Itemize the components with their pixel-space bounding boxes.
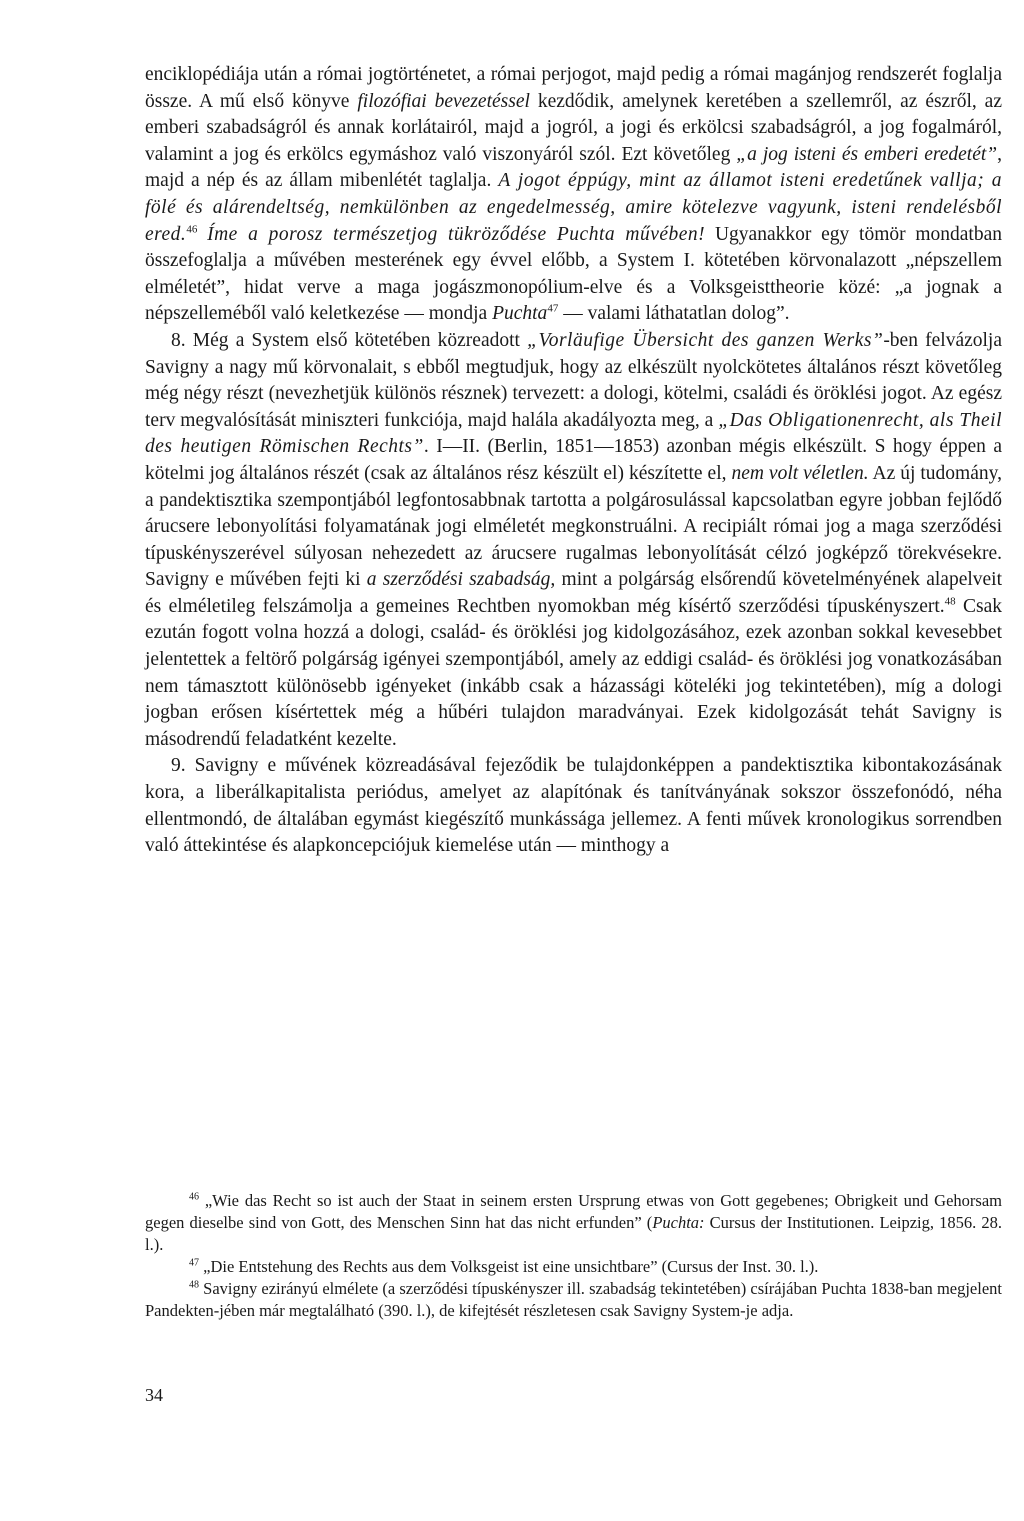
footnote-46 [145, 1190, 1002, 1256]
footnotes [145, 1190, 1002, 1322]
text-run: Ugyanakkor egy tömör mondatban összefoglalja a művében mesterének egy évvel előbb, a System I. kötetében körvonalazott „népszellem elméletét”, hidat verve a maga jogászmonopólium-elve és a Volksgeisttheorie közé: „a jognak a népszelleméből való keletkezése — mondja [145, 223, 1003, 325]
footnote-text: Cursus der Institutionen. Leipzig, 1856. 28. l.). [145, 1213, 1002, 1254]
footnote-number: 48 [189, 1279, 199, 1291]
italic-emphasis-run: „Vorläufige Übersicht des ganzen Werks” [527, 329, 884, 351]
text-run: 8. Még a System első kötetében közreadott [171, 329, 528, 351]
footnote-text: Savigny ezirányú elmélete (a szerződési típuskényszer ill. szabadság tekintetében) csírájában Puchta 1838-ban megjelent Pandekten-jében már megtalálható (390. l.), de kifejtését részletesen csak Savigny System-je adja. [145, 1279, 1002, 1320]
text-run [197, 224, 207, 245]
footnote-ref-46: 46 [186, 223, 198, 236]
italic-emphasis-run: „Das Obligationenrecht, als Theil des heutigen Römischen Rechts” [145, 409, 1002, 458]
footnote-ref-47: 47 [547, 302, 559, 315]
footnote-italic: Puchta: [652, 1213, 705, 1232]
text-run: kezdődik, amelynek keretében a szellemről, az észről, az emberi szabadságról és annak korlátairól, majd a jogról, a jogi és erkölcsi szabadságról, a jog fogalmáról, valamint a jog és erkölcs egymáshoz való viszonyáról szól. Ezt követőleg [145, 90, 1002, 165]
italic-emphasis-run: Íme a porosz természetjog tükröződése Puchta művében! [207, 223, 706, 245]
footnote-48 [145, 1278, 1002, 1322]
italic-emphasis-run: A jogot éppúgy, mint az államot isteni eredetűnek vallja; a fölé és alárendeltség, nemkülönben az engedelmesség, amire kötelezve vagyunk, isteni rendelésből ered. [145, 170, 1002, 245]
footnote-ref-48: 48 [944, 595, 956, 608]
footnote-number: 46 [189, 1191, 199, 1203]
text-run: Csak ezután fogott volna hozzá a dologi, család- és öröklési jog kidolgozásához, ezek azonban sokkal kevesebbet jelentettek a feltörő polgárság igényei szempontjából, amely az eddigi család- és öröklési jog vonatkozásában nem támasztott különösebb igényeket (inkább csak a házassági köteléki jog tekintetében), míg a dologi jogban erősen kísértettek még a hűbéri tulajdon maradványai. Ezek kidolgozását tehát Savigny is másodrendű feladatként kezelte. [145, 595, 1002, 750]
paragraph-3 [145, 753, 1002, 859]
italic-run: a szerződési szabadság, [366, 569, 556, 591]
paragraph-1 [145, 62, 1002, 328]
italic-run: filozófiai bevezetéssel [357, 90, 530, 112]
footnote-number: 47 [189, 1257, 199, 1269]
page-body [145, 62, 1002, 860]
page-number: 34 [145, 1385, 163, 1405]
text-run: , majd a nép és az állam mibenlétét taglalja. [145, 143, 1002, 192]
italic-run: „a jog isteni és emberi eredetét” [736, 143, 998, 165]
text-run: -ben felvázolja Savigny a nagy mű körvonalait, s ebből megtudjuk, hogy az elkészült nyolckötetes általános részt követőleg még négy részt (nevezhetjük különös résznek) tervezett: a dologi, kötelmi, családi és öröklési jogot. Az egész terv megvalósítását miniszteri funkciója, majd halála akadályozta meg, a [145, 329, 1002, 431]
main-text [145, 62, 1002, 860]
text-run: — valami láthatatlan dolog”. [558, 303, 790, 325]
footnote-text: „Wie das Recht so ist auch der Staat in seinem ersten Ursprung etwas von Gott gegebenes; Obrigkeit und Gehorsam gegen dieselbe sind von Gott, des Menschen Sinn hat das nicht erfunden” ( [145, 1191, 1002, 1232]
footnote-text: „Die Entstehung des Rechts aus dem Volksgeist ist eine unsichtbare” (Cursus der Inst. 30. l.). [199, 1257, 819, 1276]
text-run: enciklopédiája után a római jogtörténetet, a római perjogot, majd pedig a római magánjog rendszerét foglalja össze. A mű első könyve [145, 64, 1002, 112]
text-run: mint a polgárság elsőrendű követelményének alapelveit és elméletileg felszámolja a gemeines Rechtben nyomokban még kísértő szerződési típuskényszert. [145, 569, 1003, 617]
italic-run: nem volt véletlen. [731, 462, 869, 484]
italic-run: Puchta [492, 303, 548, 325]
text-run: Az új tudomány, a pandektisztika szempontjából legfontosabbnak tartotta a polgárosulással kapcsolatban egyre jobban fejlődő árucsere lebonyolítási folyamatának jogi elméletét megkonstruálni. A recipiált római jog a maga szerződési típuskényszerével súlyosan nehezedett az árucsere rugalmas lebonyolítását célzó jogképző törekvésekre. Savigny e művében fejti ki [145, 462, 1002, 591]
paragraph-2 [145, 328, 1002, 754]
text-run: 9. Savigny e művének közreadásával fejeződik be tulajdonképpen a pandektisztika kibontakozásának kora, a liberálkapitalista periódus, amelyet az alapítónak és tanítványának sokszor összefonódó, néha ellentmondó, de általában egymást kiegészítő munkássága jellemez. A fenti művek kronologikus sorrendben való áttekintése és alapkoncepciójuk kiemelése után — minthogy a [145, 755, 1002, 857]
text-run: . I—II. (Berlin, 1851—1853) azonban mégis elkészült. S hogy éppen a kötelmi jog általános részét (csak az általános rész készült el) készítette el, [145, 436, 1002, 484]
footnote-47 [145, 1256, 1002, 1278]
